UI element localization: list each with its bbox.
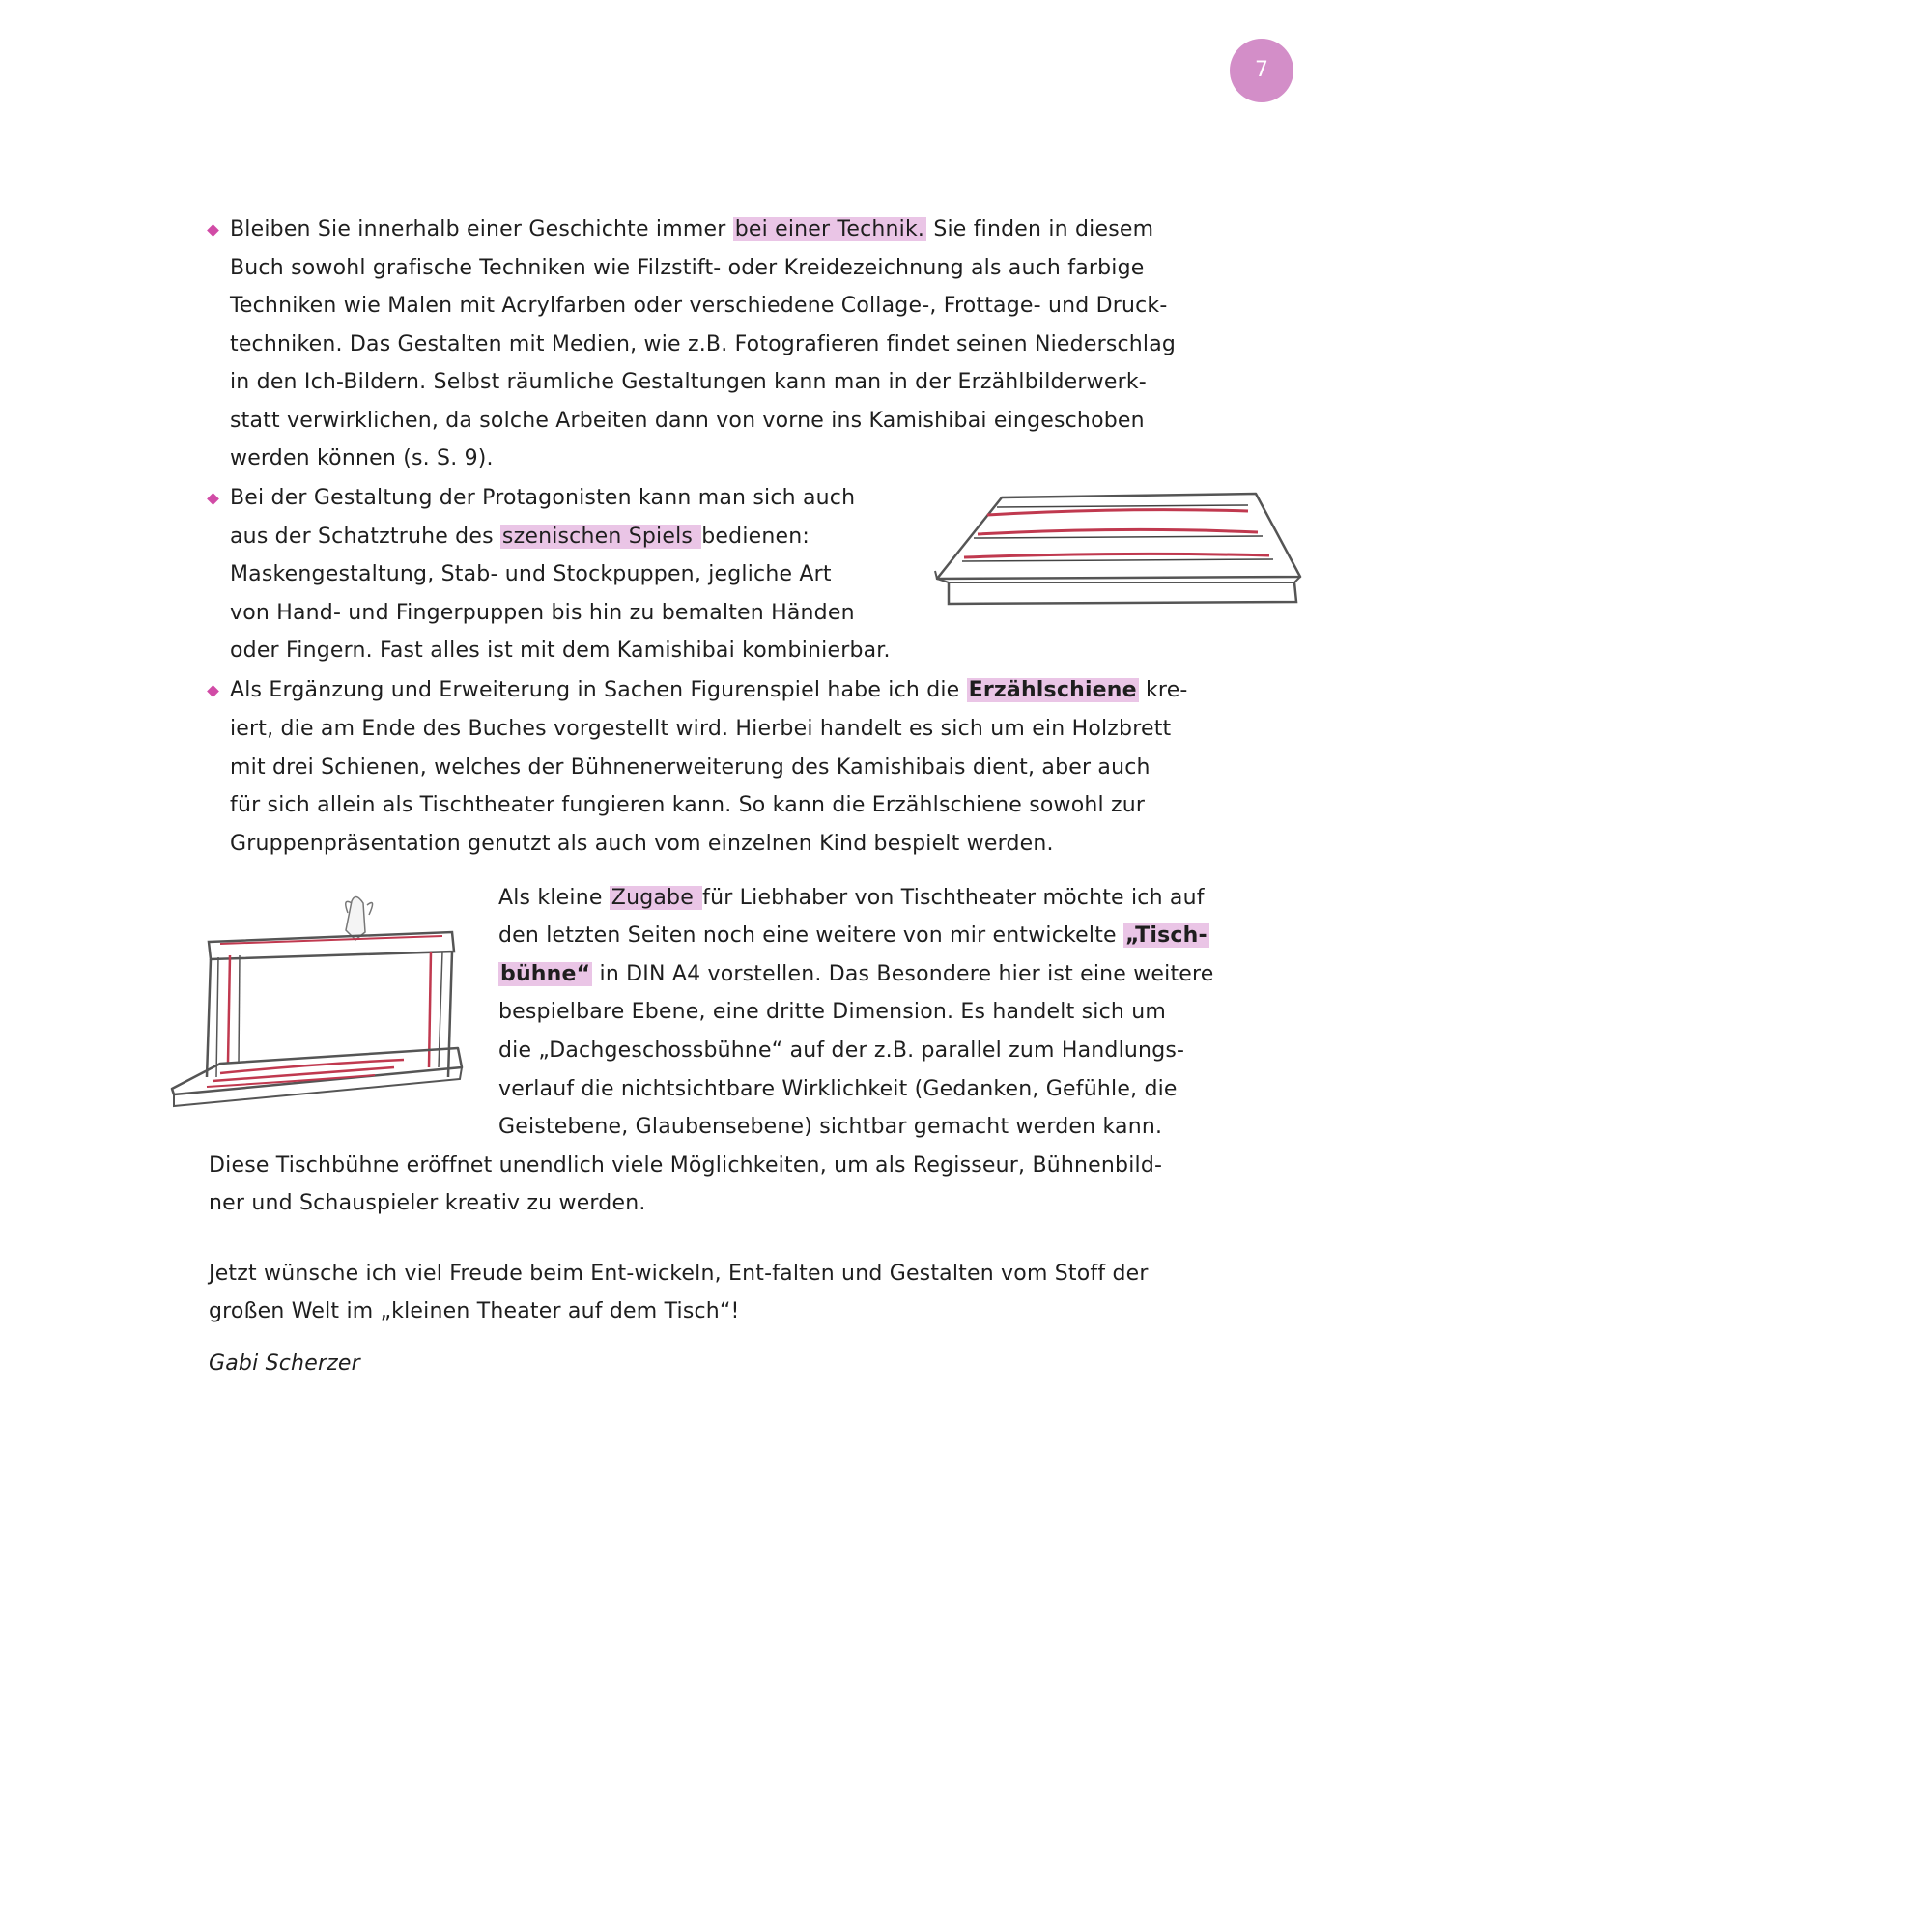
text-line: Diese Tischbühne eröffnet unendlich viele Möglichkeiten, um als Regisseur, Bühnenbild- — [209, 1153, 1163, 1178]
text-line: Geistebene, Glaubensebene) sichtbar gemacht werden kann. — [498, 1115, 1163, 1139]
text-line: bespielbare Ebene, eine dritte Dimension. Es handelt sich um — [498, 1000, 1166, 1024]
tischbuehne-sketch — [162, 884, 471, 1116]
text-line: bühne“ in DIN A4 vorstellen. Das Besondere hier ist eine weitere — [500, 962, 1214, 986]
highlight: szenischen Spiels — [501, 525, 700, 549]
text-line: Techniken wie Malen mit Acrylfarben oder verschiedene Collage-, Frottage- und Druck- — [230, 294, 1168, 318]
text-line: statt verwirklichen, da solche Arbeiten dann von vorne ins Kamishibai eingeschoben — [230, 409, 1145, 433]
text-line: Maskengestaltung, Stab- und Stockpuppen, jegliche Art — [230, 562, 832, 586]
page-number-badge: 7 — [1230, 39, 1293, 102]
text-line: mit drei Schienen, welches der Bühnenerweiterung des Kamishibais dient, aber auch — [230, 755, 1151, 780]
text-line: Bleiben Sie innerhalb einer Geschichte immer bei einer Technik. Sie finden in diesem — [230, 217, 1154, 242]
erzaehlschiene-sketch — [929, 478, 1308, 623]
text-line: aus der Schatztruhe des szenischen Spiels bedienen: — [230, 525, 810, 549]
text-line: großen Welt im „kleinen Theater auf dem Tisch“! — [209, 1299, 740, 1323]
highlight: bei einer Technik. — [734, 217, 925, 242]
text-line: von Hand- und Fingerpuppen bis hin zu bemalten Händen — [230, 601, 855, 625]
bullet-diamond-icon — [207, 224, 219, 237]
text-line: Als Ergänzung und Erweiterung in Sachen Figurenspiel habe ich die Erzählschiene kre- — [230, 678, 1188, 702]
highlight-bold: bühne“ — [500, 962, 591, 986]
bullet-diamond-icon — [207, 685, 219, 697]
text-line: ner und Schauspieler kreativ zu werden. — [209, 1191, 646, 1215]
highlight-bold: Erzählschiene — [968, 678, 1137, 702]
text-line: für sich allein als Tischtheater fungieren kann. So kann die Erzählschiene sowohl zur — [230, 793, 1146, 817]
bullet-diamond-icon — [207, 493, 219, 505]
text-line: den letzten Seiten noch eine weitere von mir entwickelte „Tisch- — [498, 923, 1208, 948]
text-line: Bei der Gestaltung der Protagonisten kann man sich auch — [230, 486, 856, 510]
text-line: iert, die am Ende des Buches vorgestellt wird. Hierbei handelt es sich um ein Holzbrett — [230, 717, 1172, 741]
text-line: Buch sowohl grafische Techniken wie Filzstift- oder Kreidezeichnung als auch farbige — [230, 256, 1145, 280]
text-line: die „Dachgeschossbühne“ auf der z.B. parallel zum Handlungs- — [498, 1038, 1185, 1063]
text-line: in den Ich-Bildern. Selbst räumliche Gestaltungen kann man in der Erzählbilderwerk- — [230, 370, 1147, 394]
highlight-bold: „Tisch- — [1124, 923, 1208, 948]
text-line: Als kleine Zugabe für Liebhaber von Tischtheater möchte ich auf — [498, 886, 1205, 910]
author-signature: Gabi Scherzer — [209, 1351, 360, 1376]
text-line: Jetzt wünsche ich viel Freude beim Ent-wickeln, Ent-falten und Gestalten vom Stoff der — [209, 1262, 1149, 1286]
text-line: oder Fingern. Fast alles ist mit dem Kamishibai kombinierbar. — [230, 639, 891, 663]
text-line: techniken. Das Gestalten mit Medien, wie z.B. Fotografieren findet seinen Niederschlag — [230, 332, 1177, 356]
text-line: Gruppenpräsentation genutzt als auch vom einzelnen Kind bespielt werden. — [230, 832, 1054, 856]
highlight: Zugabe — [611, 886, 701, 910]
text-line: verlauf die nichtsichtbare Wirklichkeit (Gedanken, Gefühle, die — [498, 1077, 1178, 1101]
text-line: werden können (s. S. 9). — [230, 446, 494, 470]
